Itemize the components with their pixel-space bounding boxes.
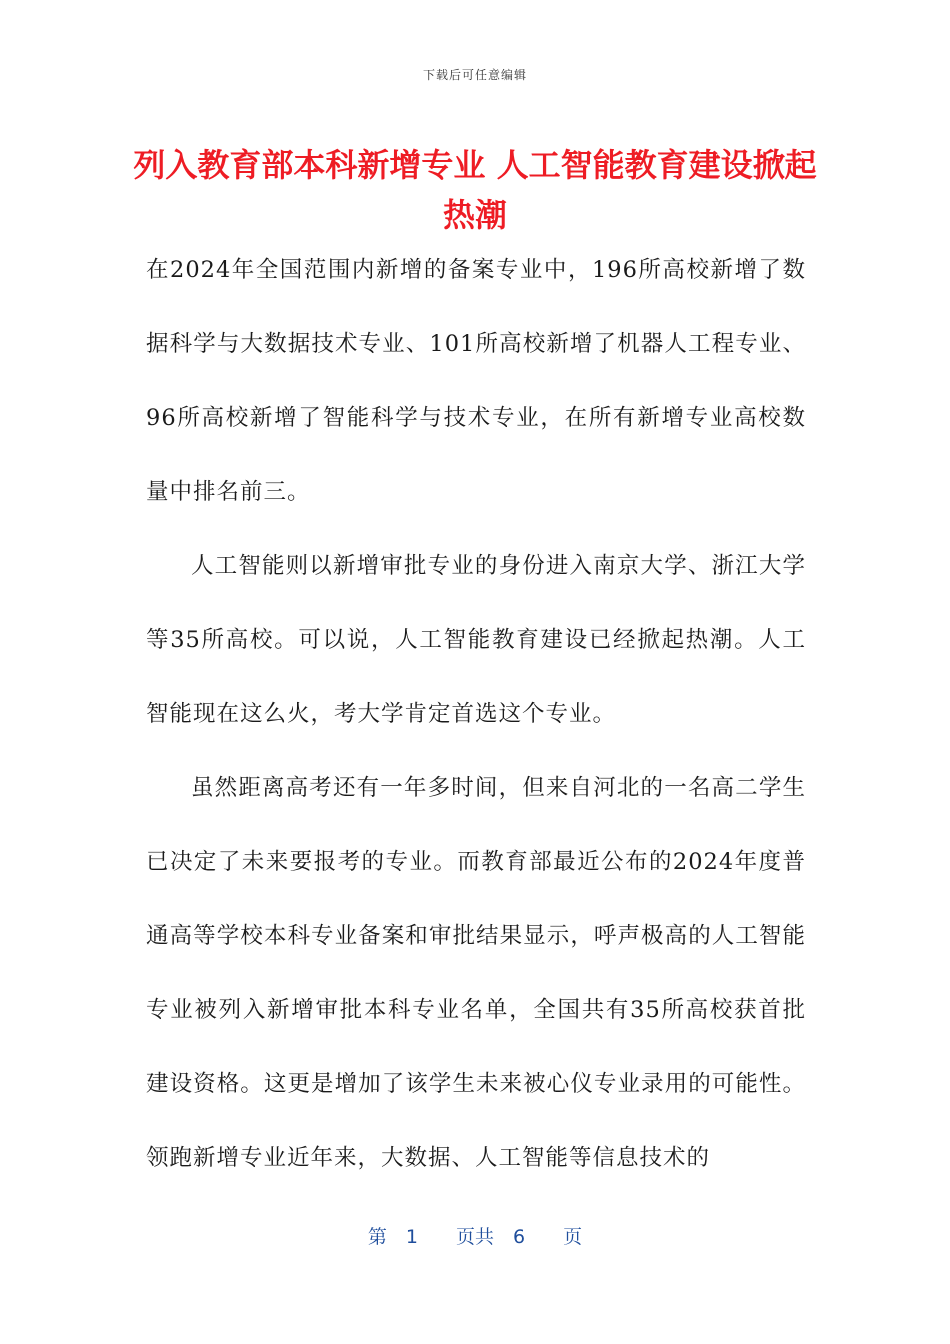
paragraph-1: 在2024年全国范围内新增的备案专业中，196所高校新增了数据科学与大数据技术专业、101所高校新增了机器人工程专业、96所高校新增了智能科学与技术专业，在所有新增专业高校数量中排名前三。 (146, 257, 806, 505)
page-number-footer: 第 1 页共 6 页 (367, 1226, 583, 1248)
document-body (146, 233, 806, 1195)
paragraph-3: 虽然距离高考还有一年多时间，但来自河北的一名高二学生已决定了未来要报考的专业。而教育部最近公布的2024年度普通高等学校本科专业备案和审批结果显示，呼声极高的人工智能专业被列入新增审批本科专业名单，全国共有35所高校获首批建设资格。这更是增加了该学生未来被心仪专业录用的可能性。领跑新增专业近年来，大数据、人工智能等信息技术的 (146, 775, 806, 1171)
document-title: 列入教育部本科新增专业 人工智能教育建设掀起热潮 (133, 146, 817, 234)
paragraph-2: 人工智能则以新增审批专业的身份进入南京大学、浙江大学等35所高校。可以说，人工智能教育建设已经掀起热潮。人工智能现在这么火，考大学肯定首选这个专业。 (146, 553, 806, 727)
header-note: 下载后可任意编辑 (422, 68, 527, 82)
